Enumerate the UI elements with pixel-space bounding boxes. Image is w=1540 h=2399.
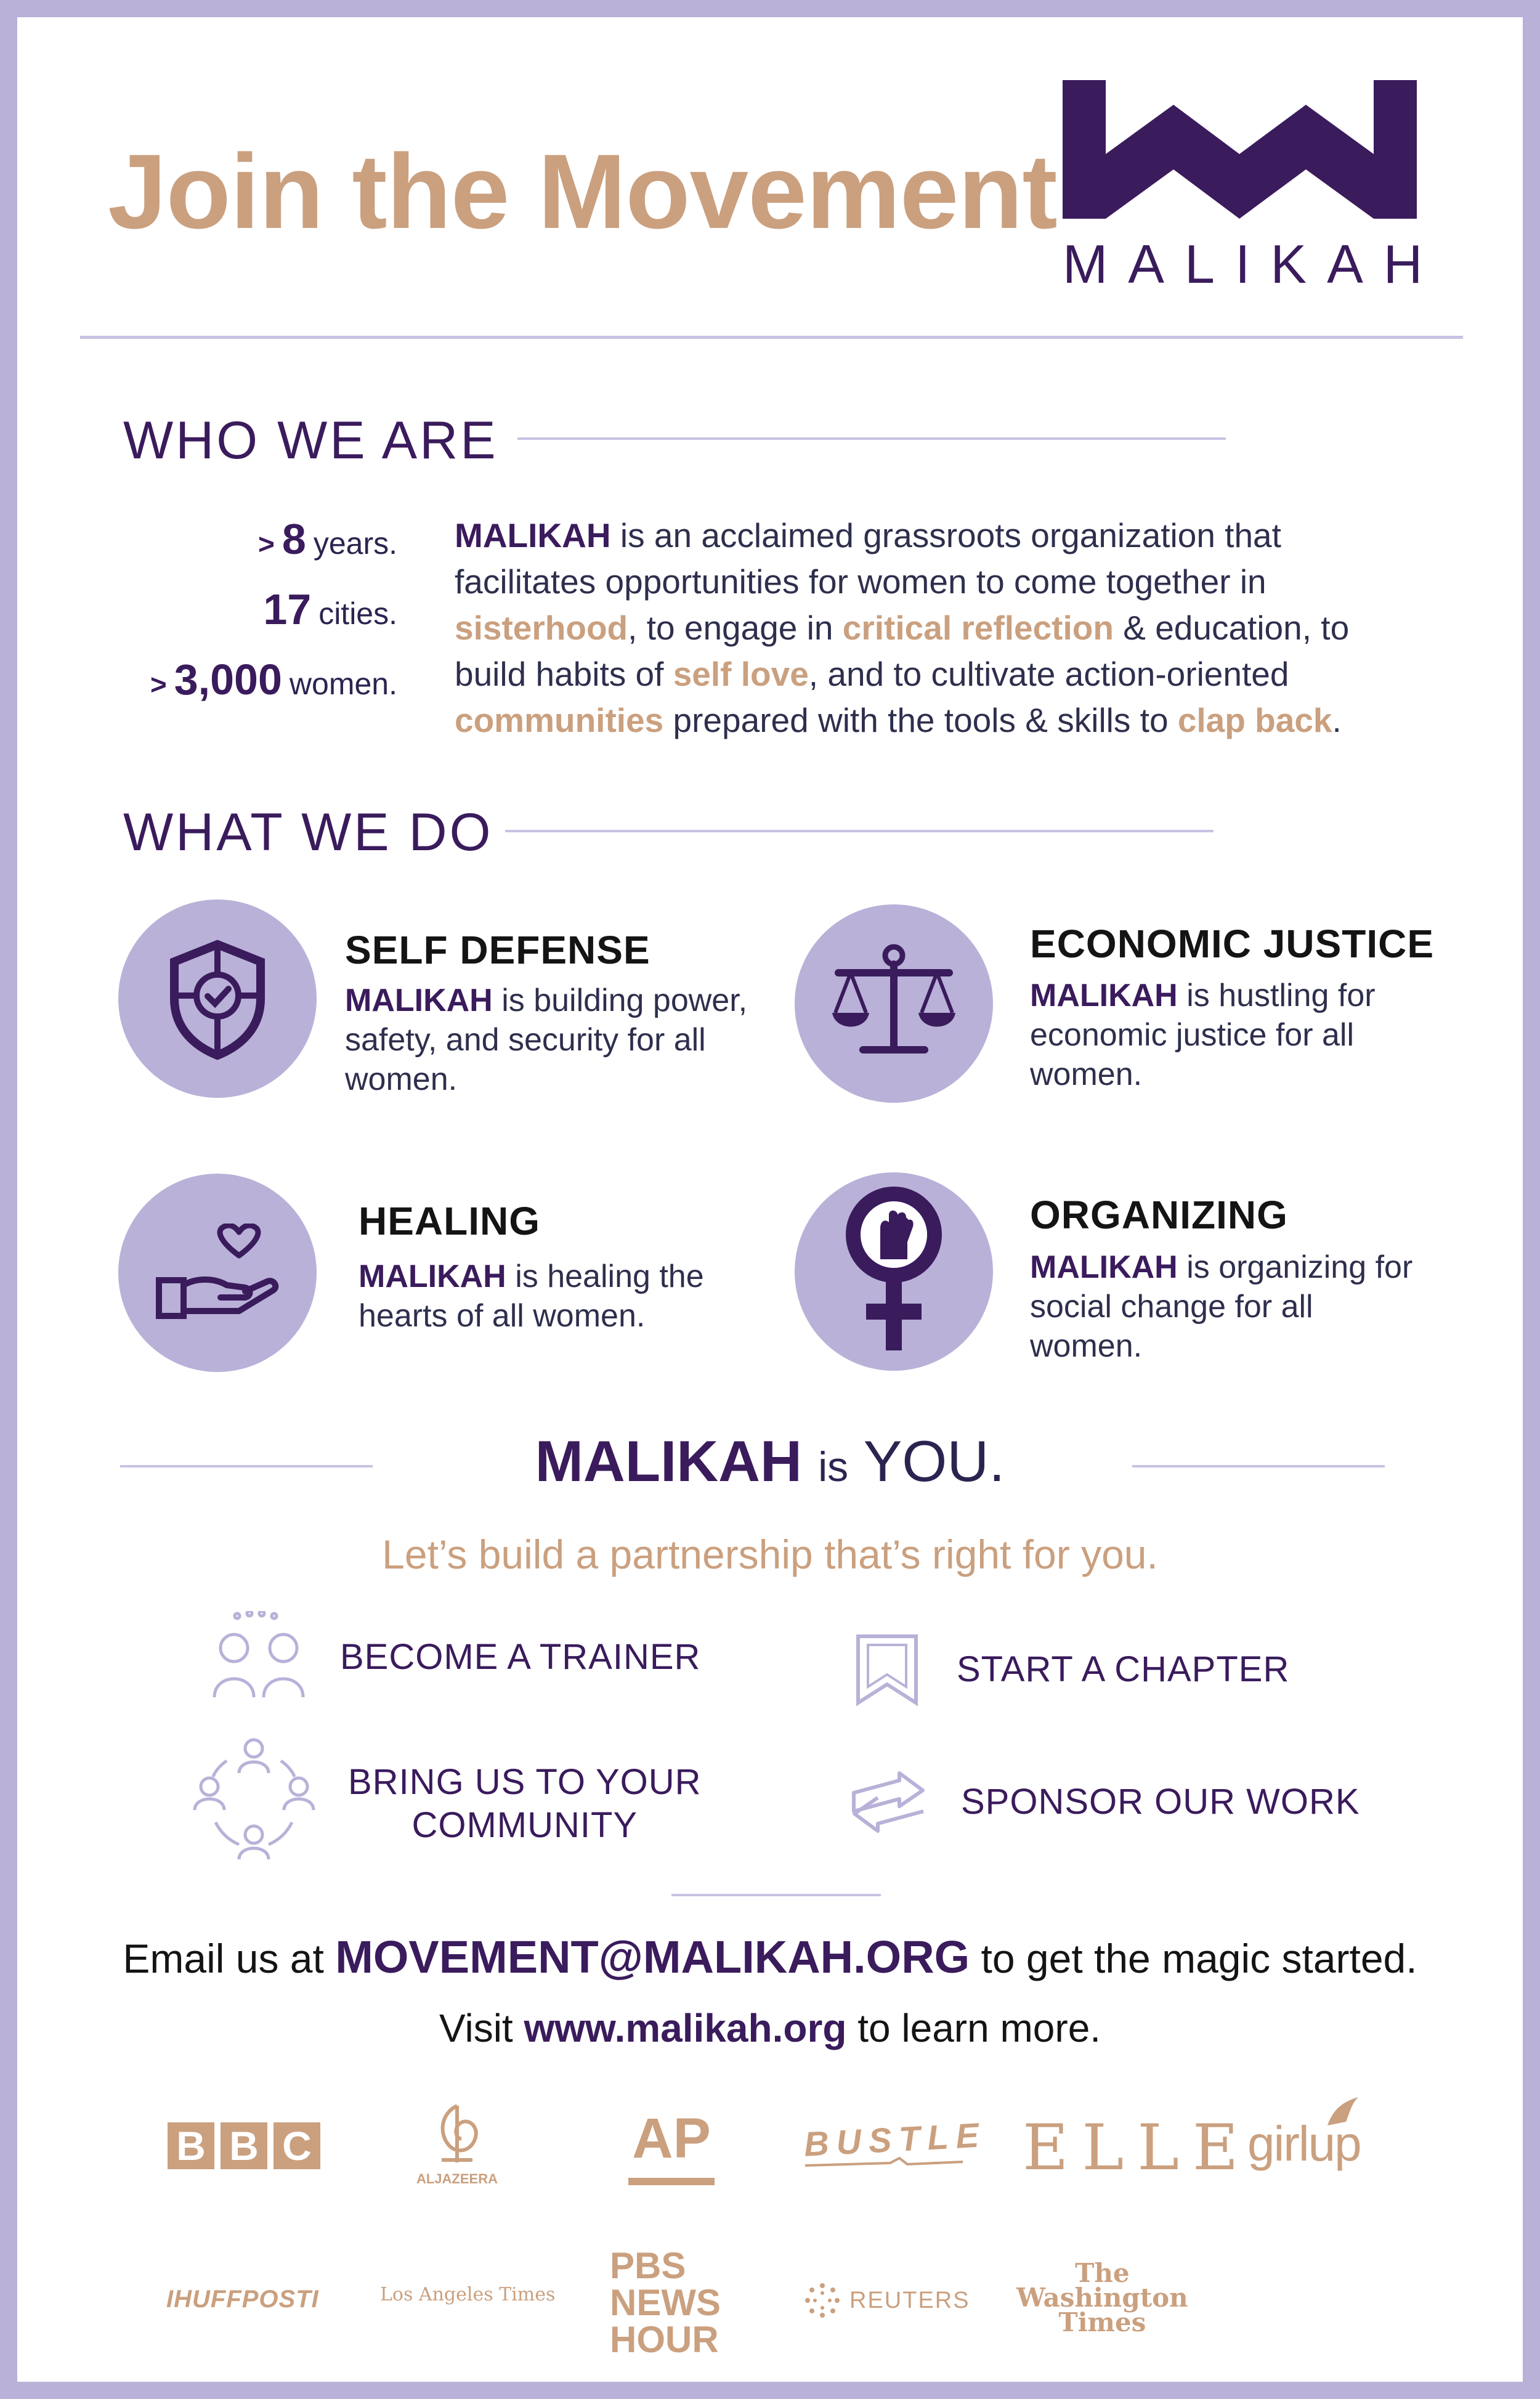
ap-logo: AP (628, 2110, 715, 2185)
what-we-do-title: WHAT WE DO (123, 803, 493, 862)
partnership-subline: Let’s build a partnership that’s right for you. (382, 1532, 1158, 1577)
header-divider (80, 336, 1463, 339)
reuters-dots-icon (804, 2282, 841, 2319)
shield-check-icon (162, 937, 273, 1060)
bring-us-action[interactable] (191, 1736, 702, 1872)
reuters-logo: REUTERS (804, 2282, 970, 2319)
visit-line: Visit www.malikah.org to learn more. (439, 2006, 1101, 2050)
trainers-icon (203, 1611, 314, 1703)
latimes-logo: Los Angeles Times (380, 2284, 556, 2305)
economic-justice-icon-circle (795, 904, 993, 1103)
bring-us-label: BRING US TO YOUR COMMUNITY (348, 1762, 702, 1845)
organizing-icon-circle (795, 1172, 993, 1371)
stat-cities: 17 cities. (263, 585, 397, 633)
elle-logo: ELLE (1023, 2111, 1252, 2185)
contact-divider (671, 1894, 881, 1896)
who-description: MALIKAH is an acclaimed grassroots organization that facilitates opportunities for women to come together in sisterhood, to engage in critical reflection & education, to build habits of self love, and to cultivate action-oriented communities prepared with the tools & skills to clap back. (455, 516, 1350, 739)
malikah-w-logo-icon (1063, 80, 1417, 219)
huffpost-logo: IHUFFPOSTI (166, 2286, 319, 2313)
self-defense-icon-circle (118, 899, 317, 1098)
scales-icon (826, 942, 962, 1065)
organizing-desc: MALIKAH is organizing for social change for all women. (1030, 1249, 1413, 1364)
website-link[interactable]: www.malikah.org (524, 2006, 847, 2050)
logo-wordmark: MALIKAH (1063, 233, 1443, 294)
sponsor-work-label: SPONSOR OUR WORK (961, 1782, 1360, 1822)
malikah-is-you: MALIKAH is YOU. (535, 1429, 1005, 1493)
washington-times-logo: The Washington Times (1016, 2258, 1188, 2337)
economic-justice-desc: MALIKAH is hustling for economic justice for all women. (1030, 978, 1376, 1092)
healing-desc: MALIKAH is healing the hearts of all women. (359, 1259, 704, 1334)
what-divider (505, 830, 1214, 832)
stats-list (150, 515, 397, 728)
hand-heart-icon (153, 1224, 282, 1322)
self-defense-desc: MALIKAH is building power, safety, and security for all women. (345, 983, 748, 1097)
sponsor-work-action[interactable] (850, 1768, 1360, 1836)
email-link[interactable]: MOVEMENT@MALIKAH.ORG (335, 1931, 970, 1983)
bustle-logo: BUSTLE (804, 2122, 986, 2172)
aljazeera-calligraphy-icon (429, 2101, 485, 2169)
page-title: Join the Movement (108, 132, 1057, 251)
who-we-are-title: WHO WE ARE (123, 411, 498, 470)
healing-icon-circle (118, 1174, 317, 1372)
email-line: Email us at MOVEMENT@MALIKAH.ORG to get the magic started. (123, 1931, 1417, 1983)
community-circle-icon (191, 1736, 317, 1872)
sponsor-arrows-icon (850, 1768, 927, 1836)
start-chapter-action[interactable] (853, 1633, 1289, 1707)
bbc-logo: B B C (168, 2122, 320, 2169)
girlup-logo: girlup (1247, 2095, 1364, 2169)
become-trainer-action[interactable] (203, 1611, 700, 1703)
who-divider (517, 437, 1226, 440)
organizing-title: ORGANIZING (1030, 1193, 1288, 1237)
fist-venus-icon (845, 1185, 943, 1358)
become-trainer-label: BECOME A TRAINER (340, 1637, 701, 1677)
bookmark-icon (853, 1633, 921, 1707)
stat-women: > 3,000 women. (150, 656, 397, 704)
start-chapter-label: START A CHAPTER (957, 1649, 1290, 1689)
self-defense-title: SELF DEFENSE (345, 928, 650, 972)
stat-years: > 8 years. (258, 515, 397, 563)
malikah-logo (1063, 80, 1443, 294)
healing-title: HEALING (359, 1199, 540, 1243)
aljazeera-logo: ALJAZEERA (414, 2101, 500, 2186)
economic-justice-title: ECONOMIC JUSTICE (1030, 922, 1435, 966)
pbs-newshour-logo: PBS NEWS HOUR (610, 2245, 721, 2360)
